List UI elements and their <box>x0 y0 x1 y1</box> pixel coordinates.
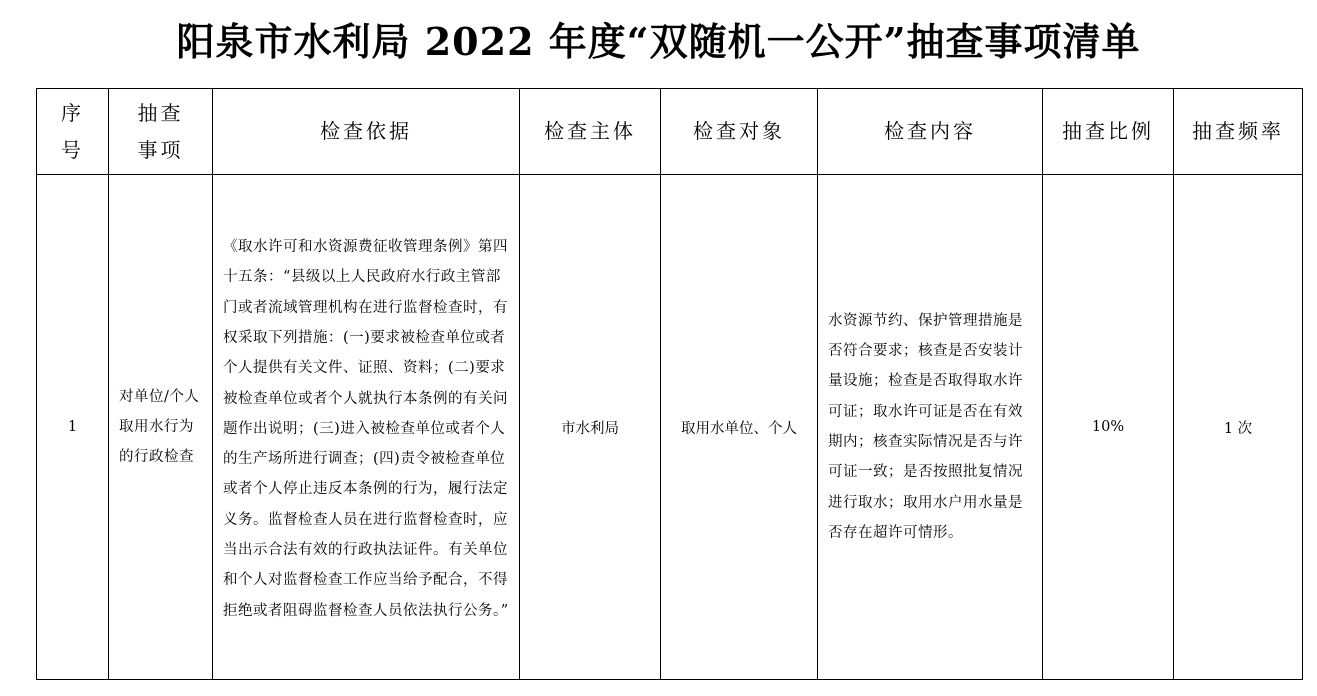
cell-content-text: 水资源节约、保护管理措施是否符合要求；核查是否安装计量设施；检查是否取得取水许可证；取水许可证是否在有效期内；核查实际情况是否与许可证一致；是否按照批复情况进行取水；取用水户用水量是否存在超许可情形。 <box>828 312 1023 541</box>
cell-basis <box>213 175 520 680</box>
header-seq <box>37 89 109 175</box>
table-header <box>37 89 1303 175</box>
cell-ratio: 10% <box>1043 175 1174 680</box>
header-frequency <box>1174 89 1303 175</box>
header-ratio <box>1043 89 1174 175</box>
header-subject <box>520 89 661 175</box>
header-content-label: 检查内容 <box>884 119 976 143</box>
header-ratio-label: 抽查比例 <box>1062 119 1154 143</box>
header-item <box>109 89 213 175</box>
cell-basis-text: 《取水许可和水资源费征收管理条例》第四十五条：“县级以上人民政府水行政主管部门或者流域管理机构在进行监督检查时，有权采取下列措施：(一)要求被检查单位或者个人提供有关文件、证照、资料；(二)要求被检查单位或者个人就执行本条例的有关问题作出说明；(三)进入被检查单位或者个人的生产场所进行调查；(四)责令被检查单位或者个人停止违反本条例的行为，履行法定义务。监督检查人员在进行监督检查时，应当出示合法有效的行政执法证件。有关单位和个人对监督检查工作应当给予配合，不得拒绝或者阻碍监督检查人员依法执行公务。” <box>223 239 509 619</box>
cell-object: 取用水单位、个人 <box>661 175 818 680</box>
document-title: 阳泉市水利局 2022 年度“双随机一公开”抽查事项清单 <box>176 19 1141 64</box>
header-object <box>661 89 818 175</box>
inspection-items-table <box>36 88 1303 680</box>
cell-content <box>818 175 1043 680</box>
header-subject-label: 检查主体 <box>544 119 636 143</box>
cell-subject: 市水利局 <box>520 175 661 680</box>
table-row <box>37 175 1303 680</box>
cell-seq: 1 <box>37 175 109 680</box>
cell-item <box>109 175 213 680</box>
header-frequency-label: 抽查频率 <box>1192 119 1284 143</box>
header-object-label: 检查对象 <box>693 119 785 143</box>
cell-frequency: 1 次 <box>1174 175 1303 680</box>
header-seq-label: 序号 <box>61 100 84 162</box>
header-row <box>37 89 1303 175</box>
header-basis-label: 检查依据 <box>320 119 412 143</box>
header-basis <box>213 89 520 175</box>
cell-item-text: 对单位/个人取用水行为的行政检查 <box>119 388 200 466</box>
header-content <box>818 89 1043 175</box>
header-item-label: 抽查事项 <box>137 100 184 162</box>
